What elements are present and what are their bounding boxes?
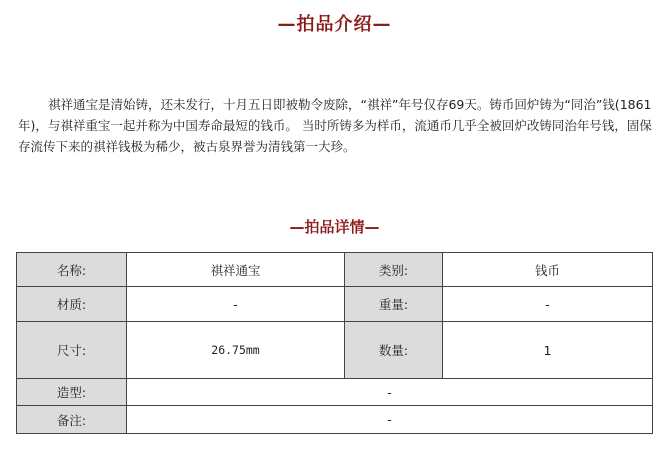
table-row	[17, 379, 653, 406]
notes-value: -	[127, 406, 653, 434]
name-label: 名称:	[17, 253, 127, 287]
details-section-title: —拍品详情—	[289, 218, 380, 236]
material-value: -	[127, 287, 345, 322]
intro-paragraph: 祺祥通宝是清始铸，还未发行，十月五日即被勒令废除，“祺祥”年号仅存69天。铸币回炉铸为“同治”钱(1861年)，与祺祥重宝一起并称为中国寿命最短的钱币。 当时所铸多为样币，流通币几乎全被回炉改铸同治年号钱，固保存流传下来的祺祥钱极为稀少，被古泉界誉为清钱第一大珍。	[18, 97, 652, 154]
intro-section-title: —拍品介绍—	[277, 14, 392, 35]
category-value: 钱币	[443, 253, 653, 287]
table-row	[17, 253, 653, 287]
quantity-label: 数量:	[345, 322, 443, 379]
weight-label: 重量:	[345, 287, 443, 322]
quantity-value: 1	[443, 322, 653, 379]
table-row	[17, 287, 653, 322]
table-row	[17, 322, 653, 379]
details-table	[16, 252, 653, 434]
material-label: 材质:	[17, 287, 127, 322]
notes-label: 备注:	[17, 406, 127, 434]
weight-value: -	[443, 287, 653, 322]
size-label: 尺寸:	[17, 322, 127, 379]
size-value: 26.75mm	[127, 322, 345, 379]
shape-label: 造型:	[17, 379, 127, 406]
shape-value: -	[127, 379, 653, 406]
table-row	[17, 406, 653, 434]
name-value: 祺祥通宝	[127, 253, 345, 287]
category-label: 类别:	[345, 253, 443, 287]
